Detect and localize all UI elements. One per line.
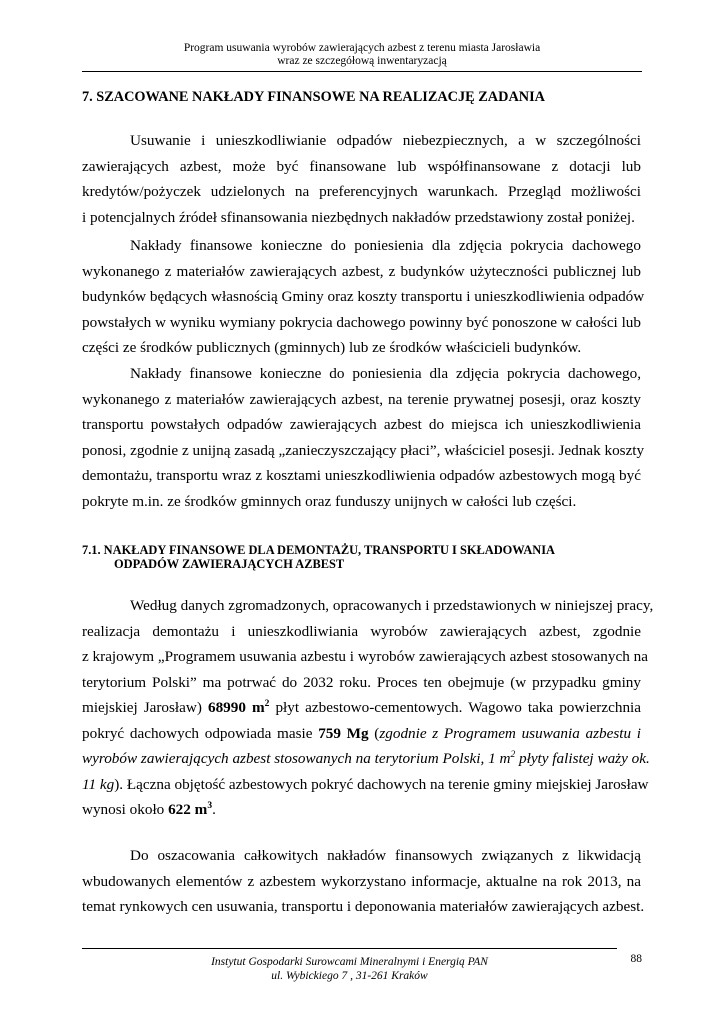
- mass-value: 759 Mg: [318, 724, 369, 742]
- header-divider: [82, 71, 642, 72]
- text-line: transportu powstałych odpadów zawierających azbest do miejsca ich unieszkodliwienia: [82, 416, 641, 433]
- text-line: powstałych w wyniku wymiany pokrycia dachowego powinny być ponoszone w całości lub: [82, 313, 641, 331]
- text-line: demontażu, transportu wraz z kosztami unieszkodliwienia odpadów azbestowych mogą być: [82, 467, 641, 484]
- text-line: temat rynkowych cen usuwania, transportu i deponowania materiałów zawierających azbest.: [82, 898, 645, 915]
- paragraph-4: [82, 593, 654, 823]
- paragraph-5: [82, 843, 645, 920]
- text-line: Do oszacowania całkowitych nakładów finansowych związanych z likwidacją: [130, 847, 641, 864]
- text-line: ponosi, zgodnie z unijną zasadą „zanieczyszczający płaci”, właściciel posesji. Jednak koszty: [82, 441, 645, 459]
- text-line: części ze środków publicznych (gminnych) lub ze środków właścicieli budynków.: [82, 339, 582, 356]
- text-line: Usuwanie i unieszkodliwianie odpadów niebezpiecznych, a w szczególności: [130, 132, 641, 149]
- page-footer: [82, 955, 617, 983]
- text-line: miejskiej Jarosław) 68990 $m^2$ płyt azbestowo-cementowych. Wagowo taka powierzchnia: [82, 698, 641, 716]
- subsection-title-line-1: 7.1. NAKŁADY FINANSOWE DLA DEMONTAŻU, TRANSPORTU I SKŁADOWANIA: [82, 543, 555, 557]
- text-line: Nakłady finansowe konieczne do poniesienia dla zdjęcia pokrycia dachowego,: [130, 365, 641, 382]
- footer-line-1: Instytut Gospodarki Surowcami Mineralnymi i Energią PAN: [211, 956, 488, 968]
- text-line: wyrobów zawierających azbest stosowanych na terytorium Polski, 1 $m^2$ płyty falistej waży ok.: [82, 749, 650, 767]
- text-line: Nakłady finansowe konieczne do poniesienia dla zdjęcia pokrycia dachowego: [130, 237, 641, 254]
- footer-divider: [82, 948, 617, 949]
- paragraph-2: [82, 233, 645, 361]
- text-line: budynków będących własnością Gminy oraz koszty transportu i unieszkodliwienia odpadów: [82, 288, 645, 305]
- text-line: kredytów/pożyczek udzielonych na preferencyjnych warunkach. Przegląd możliwości: [82, 183, 641, 200]
- paragraph-1: [82, 128, 641, 230]
- header-line-2: wraz ze szczegółową inwentaryzacją: [277, 55, 447, 67]
- area-value: 68990 $m^2$: [207, 698, 270, 716]
- text-line: wbudowanych elementów z azbestem wykorzystano informacje, aktualne na rok 2013, na: [82, 872, 641, 890]
- page-number: 88: [630, 953, 642, 965]
- text-line: terytorium Polski” ma potrwać do 2032 roku. Proces ten obejmuje (w przypadku gminy: [82, 673, 641, 691]
- text-line: pokryć dachowych odpowiada masie 759 Mg (zgodnie z Programem usuwania azbestu i: [82, 724, 641, 742]
- header-line-1: Program usuwania wyrobów zawierających azbest z terenu miasta Jarosławia: [183, 42, 541, 54]
- section-title: 7. SZACOWANE NAKŁADY FINANSOWE NA REALIZACJĘ ZADANIA: [82, 89, 545, 105]
- text-line: 11 kg). Łączna objętość azbestowych pokryć dachowych na terenie gminy miejskiej Jarosław: [82, 775, 649, 793]
- text-line: zawierających azbest, może być finansowane lub współfinansowane z dotacji lub: [82, 157, 641, 175]
- volume-value: 622 $m^3$: [168, 800, 213, 818]
- footer-line-2: ul. Wybickiego 7 , 31-261 Kraków: [271, 970, 428, 982]
- page-header: [82, 42, 642, 68]
- subsection-title: [82, 543, 642, 571]
- text-line: wynosi około 622 $m^3$.: [82, 800, 216, 818]
- text-line: z krajowym „Programem usuwania azbestu i wyrobów zawierających azbest stosowanych na: [82, 648, 648, 665]
- text-line: i potencjalnych źródeł sfinansowania niezbędnych nakładów przedstawiony został poniżej.: [82, 208, 635, 226]
- paragraph-3: [82, 361, 645, 514]
- text-line: wykonanego z materiałów zawierających azbest, na terenie prywatnej posesji, oraz koszty: [82, 390, 641, 408]
- subsection-title-line-2: ODPADÓW ZAWIERAJĄCYCH AZBEST: [114, 557, 345, 571]
- text-line: Według danych zgromadzonych, opracowanych i przedstawionych w niniejszej pracy,: [130, 597, 654, 614]
- text-line: wykonanego z materiałów zawierających azbest, z budynków użyteczności publicznej lub: [82, 262, 641, 280]
- text-line: realizacja demontażu i unieszkodliwiania wyrobów zawierających azbest, zgodnie: [82, 622, 641, 640]
- text-line: pokryte m.in. ze środków gminnych oraz funduszy unijnych w całości lub części.: [82, 492, 577, 510]
